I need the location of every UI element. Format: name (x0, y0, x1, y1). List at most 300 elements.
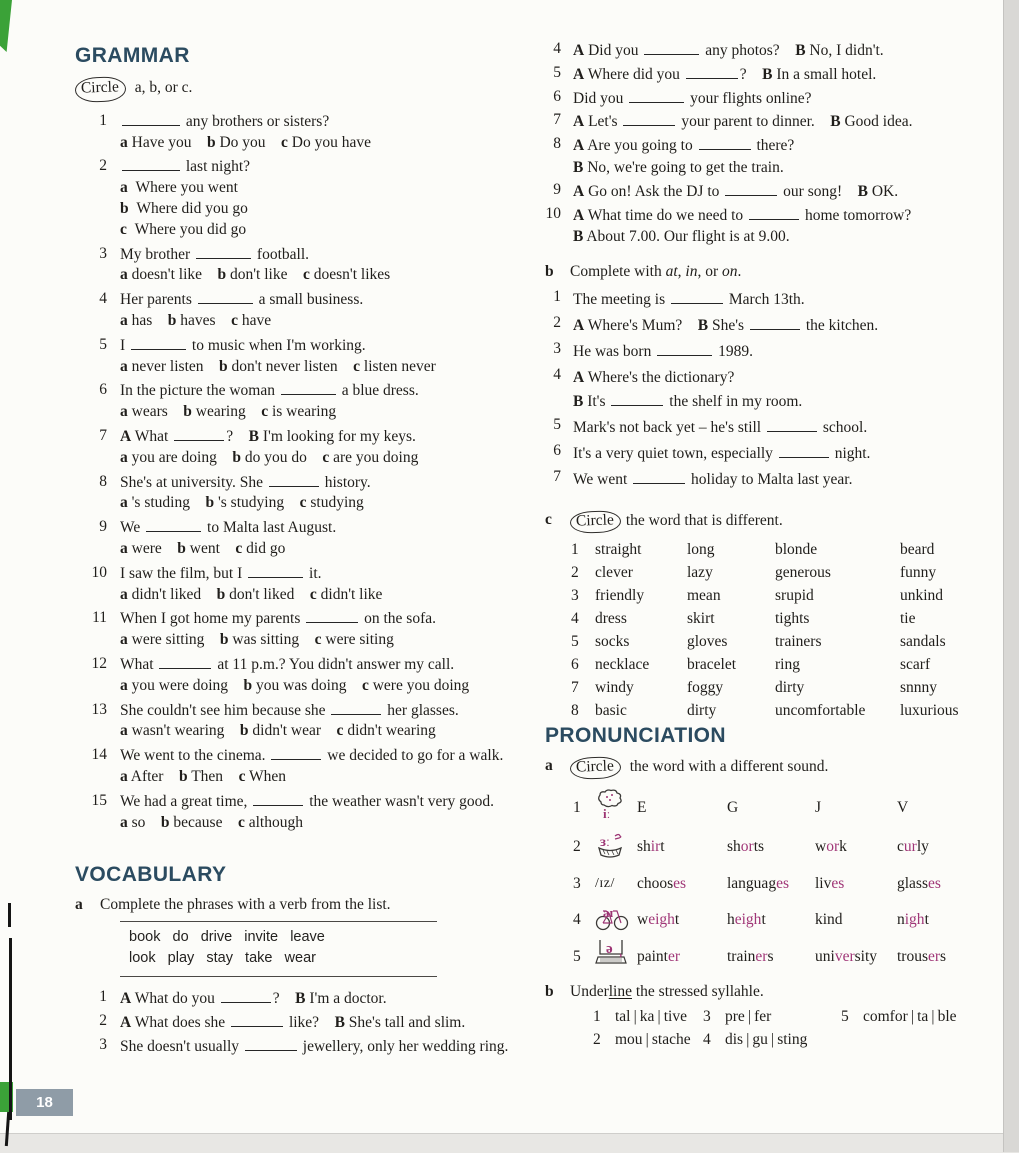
text-segment: Where's the dictionary? (584, 369, 735, 387)
text-segment: She's (708, 317, 748, 335)
text-segment: b (160, 813, 170, 831)
text-segment: were you doing (368, 676, 470, 694)
word-cell: friendly (595, 587, 645, 605)
text-segment (204, 358, 220, 375)
text-segment: ur (903, 837, 917, 855)
page-bottom-edge (0, 1133, 1003, 1153)
word-cell: snnny (900, 679, 938, 697)
answer-blank (196, 245, 251, 259)
item-number: 14 (91, 746, 107, 764)
exercise-item (545, 340, 997, 364)
text-segment: No, we're going to get the train. (583, 158, 784, 176)
text-segment: 's studing (127, 494, 190, 512)
item-line (573, 416, 997, 440)
text-segment: s (767, 948, 774, 966)
text-segment: any photos? (701, 42, 780, 59)
item-number: 1 (99, 988, 107, 1006)
word-cell: trainers (775, 633, 822, 651)
item-body (120, 427, 540, 469)
text-segment: wearing (191, 403, 246, 421)
item-body (120, 381, 540, 423)
word-cell: luxurious (900, 702, 959, 720)
answer-blank (749, 206, 799, 220)
text-segment: A (573, 182, 585, 200)
item-line (120, 290, 540, 311)
sound-word-cell (815, 911, 897, 929)
vocabulary-a-instruction (75, 896, 540, 914)
item-number: 1 (571, 541, 579, 559)
text-segment (266, 134, 282, 151)
item-line (120, 585, 540, 606)
text-segment: night. (830, 445, 871, 463)
text-segment: My brother (120, 245, 195, 263)
grammar-instruction-text: a, b, or c. (130, 79, 193, 96)
text-segment: s (940, 948, 947, 966)
text-segment: a (120, 722, 128, 740)
item-body (120, 609, 540, 651)
text-segment (228, 677, 244, 694)
item-line (120, 676, 540, 697)
stress-word-item (593, 1031, 703, 1049)
text-segment: in (685, 263, 698, 281)
item-body (573, 40, 997, 62)
item-line (120, 518, 540, 539)
sound-row (545, 829, 997, 864)
text-segment: wasn't wearing (127, 722, 225, 740)
text-segment: What do you (131, 990, 219, 1008)
answer-blank (271, 746, 321, 760)
pronunciation-a-rest: the word with a different sound. (625, 758, 829, 776)
sound-word-cell (727, 838, 815, 856)
text-segment (307, 449, 323, 466)
exercise-item (75, 609, 540, 651)
item-number: 4 (99, 290, 107, 308)
item-line (120, 609, 540, 630)
sound-word-cell (815, 799, 897, 817)
stress-word: mou | stache (615, 1031, 691, 1049)
prepositions-exercise (545, 263, 997, 492)
text-segment: never listen (127, 357, 204, 375)
text-segment: B (762, 65, 773, 83)
sound-word-cell (727, 875, 815, 893)
text-segment: a (120, 403, 128, 421)
item-number: 4 (553, 40, 561, 57)
text-segment: so (127, 813, 146, 831)
answer-blank (623, 112, 675, 126)
text-segment: jewellery, only her wedding ring. (298, 1038, 509, 1056)
text-segment: She's tall and slim. (344, 1014, 466, 1032)
text-segment: We had a great time, (120, 792, 252, 810)
exercise-item (75, 518, 540, 560)
text-segment: ? (739, 65, 747, 83)
text-segment (747, 66, 763, 83)
text-segment: or (826, 837, 840, 855)
text-segment (682, 317, 698, 334)
item-line (120, 767, 540, 788)
text-segment: were (127, 539, 162, 557)
text-segment: 1989. (714, 343, 753, 361)
exercise-item (75, 157, 540, 240)
text-segment: c (120, 220, 127, 238)
text-segment: G (727, 798, 739, 816)
exercise-label: a (545, 757, 553, 775)
text-segment: A (120, 1014, 132, 1032)
text-segment: b (120, 199, 129, 217)
answer-blank (671, 290, 723, 304)
text-segment: or (740, 837, 754, 855)
item-body (120, 518, 540, 560)
item-number: 4 (571, 610, 579, 628)
item-body (573, 111, 997, 133)
exercise-item (545, 135, 997, 179)
text-segment: the kitchen. (801, 317, 879, 335)
exercise-item (545, 64, 997, 86)
text-segment: a (120, 311, 128, 329)
item-line (573, 205, 997, 227)
text-segment: A (573, 113, 585, 131)
text-segment: we decided to go for a walk. (323, 747, 504, 765)
text-segment (217, 449, 233, 466)
text-segment: line (608, 983, 632, 1001)
right-column (545, 40, 997, 1049)
word-row (545, 678, 997, 699)
text-segment: don't never listen (227, 357, 338, 375)
word-cell: srupid (775, 587, 814, 605)
grammar-instruction (75, 77, 540, 102)
item-body (573, 135, 997, 179)
sound-word-cell (815, 875, 897, 893)
text-segment: igh (904, 910, 925, 928)
text-segment: c (238, 767, 246, 785)
text-segment: sh (637, 837, 651, 855)
exercise-item (545, 181, 997, 203)
text-segment: because (169, 813, 223, 831)
exercise-item (75, 655, 540, 697)
word-cell: mean (687, 587, 721, 605)
word-row (545, 701, 997, 722)
text-segment (284, 494, 300, 511)
text-segment: In the picture the woman (120, 382, 279, 400)
item-line (120, 220, 540, 241)
answer-blank (629, 89, 684, 103)
text-segment: eigh (648, 910, 675, 928)
word-cell: lazy (687, 564, 713, 582)
text-segment: c (353, 357, 361, 375)
item-number: 3 (99, 244, 107, 262)
text-segment: A (573, 206, 585, 224)
item-number: 2 (571, 564, 579, 582)
bird-sound-icon (595, 829, 625, 864)
item-body (573, 181, 997, 203)
odd-word-exercise (545, 511, 997, 722)
pronunciation-a-instruction (545, 757, 997, 779)
word-row (545, 632, 997, 653)
text-segment: liv (815, 874, 832, 892)
word-cell: dirty (687, 702, 717, 720)
text-segment: b (217, 266, 227, 284)
item-number: 5 (553, 416, 561, 434)
item-body (120, 655, 540, 697)
item-number: 5 (99, 335, 107, 353)
item-line (120, 721, 540, 742)
word-cell: socks (595, 633, 630, 651)
text-segment: you are doing (127, 448, 217, 466)
text-segment: n (897, 910, 905, 928)
text-segment: w (637, 910, 649, 928)
answer-blank (767, 418, 817, 432)
text-segment: a (120, 179, 128, 197)
text-segment (233, 428, 249, 445)
text-segment: B (573, 228, 584, 246)
text-segment: . (737, 263, 742, 281)
prepositions-instruction-text (570, 263, 741, 281)
word-row (545, 563, 997, 584)
grammar-items-left (75, 112, 540, 834)
text-segment: In a small hotel. (772, 65, 877, 83)
exercise-item (75, 290, 540, 332)
text-segment (294, 586, 310, 603)
stress-instruction (545, 983, 997, 1001)
word-cell: funny (900, 564, 937, 582)
text-segment: c (897, 837, 904, 855)
word-cell: beard (900, 541, 935, 559)
exercise-item (545, 442, 997, 466)
text-segment: a (120, 813, 128, 831)
svg-text:ə: ə (606, 941, 613, 958)
text-segment (145, 814, 161, 831)
text-segment: sh (727, 837, 741, 855)
text-segment: c (361, 676, 369, 694)
text-segment: J (815, 798, 822, 816)
text-segment: Under (570, 983, 609, 1001)
text-segment: t (674, 910, 680, 928)
text-segment: didn't liked (127, 585, 202, 603)
text-segment: E (637, 798, 647, 816)
answer-blank (159, 655, 211, 669)
item-number: 8 (571, 702, 579, 720)
exercise-label: b (545, 263, 554, 281)
item-line (120, 178, 540, 199)
text-segment: football. (253, 245, 310, 263)
word-cell: long (687, 541, 715, 559)
text-segment: , (677, 263, 686, 281)
grammar-items-right (545, 40, 997, 248)
left-column (75, 44, 540, 1060)
item-body (120, 792, 540, 834)
answer-blank (122, 112, 180, 126)
text-segment (280, 990, 296, 1007)
item-number: 4 (703, 1031, 711, 1049)
item-number: 3 (553, 340, 561, 358)
item-number: 13 (91, 700, 107, 718)
item-body (573, 442, 997, 466)
text-segment: Are you going to (584, 137, 697, 155)
text-segment (222, 814, 238, 831)
item-line (573, 340, 997, 364)
text-segment: OK. (867, 182, 899, 200)
sound-word-cell (637, 838, 727, 856)
text-segment: c (231, 311, 238, 329)
text-segment: c (336, 722, 344, 740)
text-segment: Complete with (570, 263, 666, 281)
odd-word-instruction-text (570, 511, 783, 533)
text-segment: h (727, 910, 735, 928)
item-line (573, 64, 997, 86)
item-number: 3 (573, 874, 581, 892)
exercise-item (75, 336, 540, 378)
text-segment: 's studying (214, 494, 285, 512)
text-segment: doesn't likes (309, 266, 391, 284)
text-segment: ver (834, 948, 855, 966)
text-segment: Where you did go (126, 220, 247, 238)
word-cell: scarf (900, 656, 931, 674)
answer-blank (122, 157, 180, 171)
text-segment: have (237, 311, 272, 329)
grammar-heading: GRAMMAR (75, 44, 190, 67)
text-segment (216, 312, 232, 329)
word-cell: gloves (687, 633, 728, 651)
text-segment (190, 494, 206, 511)
text-segment: didn't like (316, 585, 383, 603)
answer-blank (779, 444, 829, 458)
text-segment: train (727, 948, 756, 966)
item-line (120, 157, 540, 178)
circle-oval: Circle (570, 756, 622, 780)
text-segment: b (243, 676, 253, 694)
item-line (120, 336, 540, 357)
word-cell: foggy (687, 679, 724, 697)
text-segment: B (295, 990, 306, 1008)
text-segment: a (120, 767, 128, 785)
verb-list-line: look play stay take wear (129, 950, 316, 967)
item-number: 1 (593, 1008, 601, 1026)
item-number: 10 (91, 563, 107, 581)
item-number: 8 (553, 135, 561, 153)
sound-word-cell (897, 911, 997, 929)
text-segment: choos (637, 874, 674, 892)
answer-blank (306, 609, 358, 623)
item-body (120, 336, 540, 378)
answer-blank (269, 473, 319, 487)
text-segment (299, 631, 315, 648)
exercise-item (75, 112, 540, 154)
odd-word-instruction (545, 511, 997, 533)
text-segment: are you doing (329, 448, 419, 466)
stress-word-item (703, 1031, 841, 1049)
text-segment: What time do we need to (584, 206, 748, 224)
text-segment: glass (897, 874, 928, 892)
text-segment: About 7.00. Our flight is at 9.00. (583, 228, 790, 246)
text-segment: b (167, 311, 177, 329)
item-line (573, 390, 997, 414)
page-right-edge (1003, 0, 1019, 1152)
text-segment: t (924, 910, 929, 928)
word-cell: basic (595, 702, 627, 720)
text-segment: A (120, 427, 132, 445)
item-line (573, 111, 997, 133)
text-segment: Her parents (120, 291, 196, 309)
word-row (545, 655, 997, 676)
answer-blank (248, 564, 303, 578)
text-segment: were sitting (127, 631, 205, 649)
text-segment: it. (305, 564, 322, 582)
answer-blank (174, 427, 224, 441)
text-segment (224, 722, 240, 739)
text-segment: Go on! Ask the DJ to (584, 182, 724, 200)
text-segment: Where did you (584, 65, 684, 83)
item-line (120, 988, 540, 1010)
sound-row (545, 939, 997, 975)
item-line (120, 357, 540, 378)
item-number: 1 (573, 798, 581, 816)
text-segment (319, 1014, 335, 1031)
text-segment: Let's (584, 113, 622, 131)
word-cell: windy (595, 679, 634, 697)
text-segment: es (776, 874, 789, 892)
circle-oval: Circle (570, 510, 622, 534)
item-body (573, 366, 997, 414)
item-line (573, 288, 997, 312)
sound-row (545, 789, 997, 826)
text-segment: a (120, 676, 128, 694)
text-segment: Did you (584, 42, 643, 59)
exercise-label: a (75, 896, 83, 914)
answer-blank (657, 342, 712, 356)
text-segment: A (573, 369, 585, 387)
text-segment: He was born (573, 343, 656, 361)
word-row (545, 609, 997, 630)
text-segment (223, 768, 239, 785)
stress-word: dis | gu | sting (725, 1031, 808, 1049)
text-segment: b (232, 448, 241, 466)
tree-sound-icon (595, 789, 625, 826)
text-segment: to music when I'm working. (188, 336, 366, 354)
text-segment: c (261, 403, 269, 421)
text-segment: c (235, 539, 243, 557)
item-line (573, 366, 997, 390)
stress-instruction-text (570, 983, 764, 1001)
text-segment: She doesn't usually (120, 1038, 243, 1056)
pronunciation-a-text (570, 757, 828, 779)
answer-blank (231, 1013, 283, 1027)
item-body (573, 416, 997, 440)
text-segment: kind (815, 910, 843, 928)
vocabulary-items (75, 988, 540, 1058)
sound-word-cell (727, 911, 815, 929)
word-cell: dirty (775, 679, 805, 697)
text-segment: It's (583, 393, 610, 411)
item-number: 8 (99, 472, 107, 490)
item-line (120, 493, 540, 514)
exercise-item (75, 564, 540, 606)
text-segment: A (573, 137, 585, 155)
text-segment (842, 183, 858, 200)
text-segment: b (206, 133, 216, 151)
page-number-badge (16, 1089, 73, 1116)
text-segment: I saw the film, but I (120, 564, 247, 582)
item-line (573, 40, 997, 62)
text-segment: After (127, 767, 164, 785)
text-segment: A (573, 42, 585, 59)
sound-word-cell (897, 838, 997, 856)
text-segment: a (120, 133, 128, 151)
text-segment: a (120, 494, 128, 512)
item-number: 6 (553, 87, 561, 105)
item-number: 1 (553, 288, 561, 306)
text-segment: doesn't like (127, 266, 203, 284)
text-segment: a (120, 266, 128, 284)
exercise-item (75, 746, 540, 788)
